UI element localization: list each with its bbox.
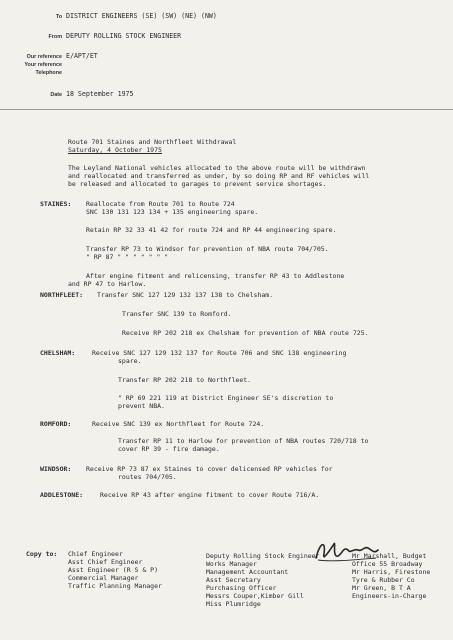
staines-line: Retain RP 32 33 41 42 for route 724 and RP 44 engineering spare. bbox=[86, 226, 337, 234]
copy-recipient: Asst Engineer (R S & P) bbox=[68, 566, 159, 574]
copy-recipient: Mr Harris, Firestone bbox=[352, 568, 431, 576]
section-label-chelsham: CHELSHAM: bbox=[40, 349, 76, 357]
copy-recipient: Commercial Manager bbox=[68, 574, 139, 582]
from-value: DEPUTY ROLLING STOCK ENGINEER bbox=[66, 32, 182, 40]
copy-to-label: Copy to: bbox=[26, 550, 58, 558]
copy-recipient: Tyre & Rubber Co bbox=[352, 576, 415, 584]
intro-line: be released and allocated to garages to prevent service shortages. bbox=[68, 180, 327, 188]
addlestone-line: Receive RP 43 after engine fitment to cover Route 716/A. bbox=[100, 491, 320, 499]
staines-line: " RP 87 " " " " " " " bbox=[86, 253, 169, 261]
header-divider bbox=[0, 109, 453, 110]
copy-recipient: Traffic Planning Manager bbox=[68, 582, 162, 590]
telephone-label: Telephone bbox=[35, 70, 62, 76]
section-label-windsor: WINDSOR: bbox=[40, 465, 72, 473]
windsor-line: Receive RP 73 87 ex Staines to cover delicensed RP vehicles for bbox=[86, 465, 333, 473]
staines-line: Transfer RP 73 to Windsor for prevention of NBA route 704/705. bbox=[86, 245, 329, 253]
staines-line: After engine fitment and relicensing, transfer RP 43 to Addlestone bbox=[86, 272, 345, 280]
chelsham-line: " RP 69 221 119 at District Engineer SE's discretion to bbox=[118, 394, 334, 402]
chelsham-line: Transfer RP 202 218 to Northfleet. bbox=[118, 376, 252, 384]
northfleet-line: Transfer SNC 139 to Romford. bbox=[122, 310, 232, 318]
copy-recipient: Messrs Couper,Kimber Gill bbox=[206, 592, 304, 600]
date-value: 18 September 1975 bbox=[66, 90, 134, 98]
to-value: DISTRICT ENGINEERS (SE) (SW) (NE) (NW) bbox=[66, 12, 217, 20]
chelsham-line: prevent NBA. bbox=[118, 402, 165, 410]
copy-recipient: Works Manager bbox=[206, 560, 257, 568]
intro-line: The Leyland National vehicles allocated to the above route will be withdrawn bbox=[68, 164, 366, 172]
section-label-northfleet: NORTHFLEET: bbox=[40, 291, 84, 299]
our-reference-label: Our reference bbox=[26, 54, 62, 60]
northfleet-line: Transfer SNC 127 129 132 137 138 to Chelsham. bbox=[97, 291, 274, 299]
copy-recipient: Deputy Rolling Stock Engineer bbox=[206, 552, 320, 560]
copy-recipient: Office 55 Broadway bbox=[352, 560, 423, 568]
chelsham-line: spare. bbox=[118, 357, 142, 365]
copy-recipient: Purchasing Officer bbox=[206, 584, 277, 592]
romford-line: cover RP 39 - fire damage. bbox=[118, 445, 220, 453]
section-label-addlestone: ADDLESTONE: bbox=[40, 491, 84, 499]
copy-recipient: Chief Engineer bbox=[68, 550, 123, 558]
section-label-staines: STAINES: bbox=[40, 200, 72, 208]
from-label: From bbox=[48, 34, 62, 40]
section-label-romford: ROMFORD: bbox=[40, 420, 72, 428]
windsor-line: routes 704/705. bbox=[118, 473, 177, 481]
copy-recipient: Mr Green, B T A bbox=[352, 584, 411, 592]
romford-line: Transfer RP 11 to Harlow for prevention of NBA routes 720/718 to bbox=[118, 437, 369, 445]
copy-recipient: Asst Secretary bbox=[206, 576, 261, 584]
intro-line: and reallocated and transferred as under, by so doing RP and RF vehicles will bbox=[68, 172, 370, 180]
our-reference-value: E/APT/ET bbox=[66, 52, 98, 60]
your-reference-label: Your reference bbox=[24, 62, 62, 68]
chelsham-line: Receive SNC 127 129 132 137 for Route 706 and SNC 138 engineering bbox=[92, 349, 347, 357]
copy-recipient: Miss Plumridge bbox=[206, 600, 261, 608]
copy-recipient: Engineers-in-Charge bbox=[352, 592, 427, 600]
northfleet-line: Receive RP 202 218 ex Chelsham for prevention of NBA route 725. bbox=[122, 329, 369, 337]
copy-recipient: Management Accountant bbox=[206, 568, 289, 576]
date-label: Date bbox=[50, 92, 62, 98]
staines-line: and RP 47 to Harlow. bbox=[68, 280, 147, 288]
staines-line: SNC 130 131 123 134 + 135 engineering spare. bbox=[86, 208, 259, 216]
subject-line: Route 701 Staines and Northfleet Withdrawal bbox=[68, 138, 237, 146]
copy-recipient: Mr Marshall, Budget bbox=[352, 552, 427, 560]
romford-line: Receive SNC 139 ex Northfleet for Route 724. bbox=[92, 420, 265, 428]
to-label: To bbox=[55, 14, 62, 20]
staines-line: Reallocate from Route 701 to Route 724 bbox=[86, 200, 235, 208]
copy-recipient: Asst Chief Engineer bbox=[68, 558, 143, 566]
subject-date: Saturday, 4 October 1975 bbox=[68, 146, 162, 154]
